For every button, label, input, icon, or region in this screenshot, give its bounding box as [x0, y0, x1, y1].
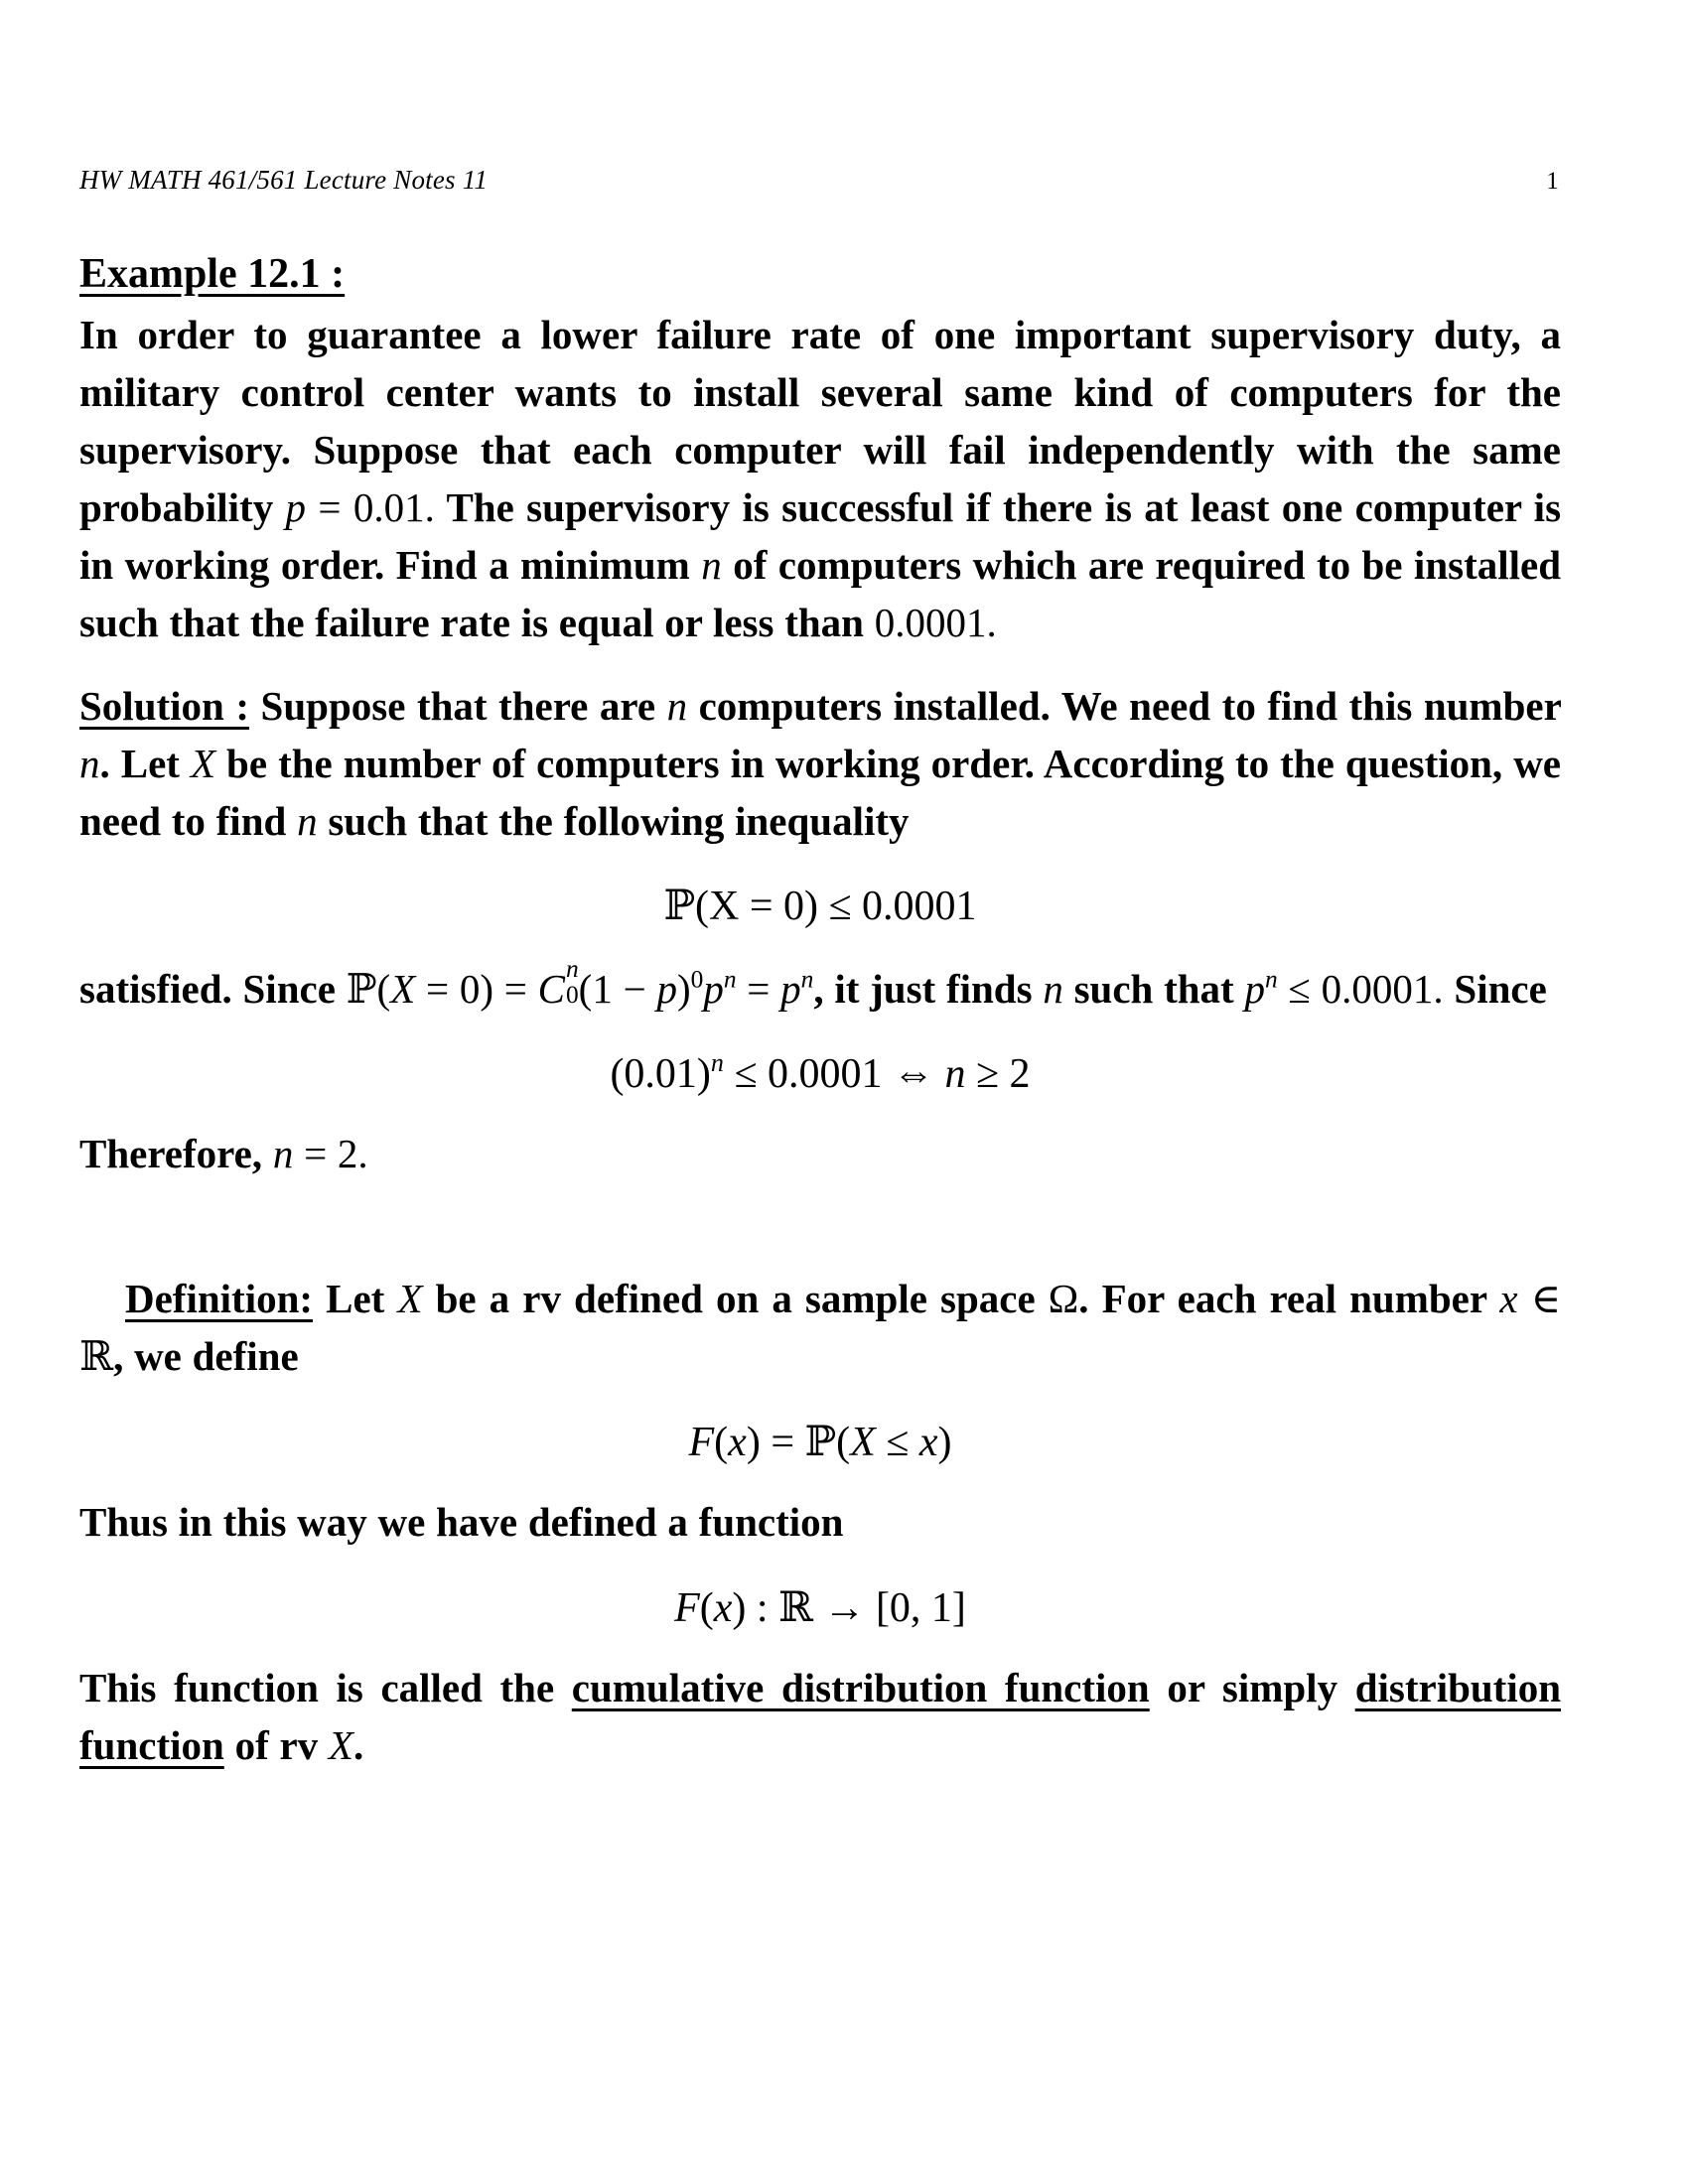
power-ineq-mid: ≤ 0.0001 ⇔ n ≥ 2 — [734, 1050, 1031, 1097]
inline-binomial-sub: 0 — [565, 980, 579, 1009]
solution-binomial-paragraph — [79, 957, 1561, 1018]
solution-after-eq1-b: , it just finds — [813, 965, 1033, 1012]
example-heading-label: Example 12.1 : — [79, 251, 346, 297]
example-paragraph — [79, 306, 1561, 651]
definition-text-6: This function is called the — [79, 1664, 555, 1710]
document-body — [79, 246, 1561, 1800]
solution-after-eq1-d: Since — [1454, 965, 1547, 1012]
example-text-2: The supervisory is successful if there is at least one computer is in working order. Find a minimum — [79, 484, 1562, 588]
page-number: 1 — [1546, 168, 1559, 195]
display-equation-cdf-mapping-expr: F(x) : ℝ → [0, 1] — [674, 1581, 966, 1631]
solution-text-5: such that the following inequality — [328, 798, 910, 844]
conclusion-math: n = 2. — [272, 1130, 368, 1176]
solution-text-2: computers installed. We need to find this number — [698, 683, 1562, 729]
solution-after-eq1-c: such that — [1073, 965, 1234, 1012]
solution-paragraph — [79, 677, 1561, 850]
display-equation-cdf-def-expr: F(x) = ℙ(X ≤ x) — [688, 1416, 952, 1465]
inline-binomial-expression: ℙ(X = 0) = C n 0 $(1 - p)^0p^n = p^n$ — [346, 955, 814, 1013]
solution-symbol-n-2: n — [79, 741, 100, 786]
definition-text-8: of rv — [234, 1721, 319, 1768]
display-equation-prob-le-text: ℙ(X = 0) ≤ 0.0001 — [663, 884, 977, 929]
definition-paragraph — [79, 1270, 1561, 1385]
term-cumulative-distribution-function: cumulative distribution function — [571, 1664, 1150, 1710]
definition-naming-paragraph — [79, 1659, 1561, 1774]
example-heading — [79, 246, 1561, 302]
display-equation-power-ineq-expr — [610, 1047, 1031, 1097]
inline-binomial-sup: n — [565, 955, 579, 983]
example-probability-value: p = 0.01. — [285, 484, 435, 530]
solution-symbol-n-4: n — [1043, 965, 1063, 1012]
solution-symbol-X: X — [190, 741, 216, 786]
definition-text-1: Let — [326, 1275, 385, 1321]
power-ineq-base: (0.01) — [610, 1050, 711, 1097]
definition-symbol-X-2: X — [328, 1721, 353, 1768]
solution-label: Solution : — [79, 683, 250, 729]
example-symbol-n: n — [701, 542, 722, 588]
display-equation-cdf-def — [79, 1411, 1561, 1473]
display-equation-prob-le — [79, 876, 1561, 937]
definition-text-9: . — [352, 1721, 364, 1768]
running-header-title: HW MATH 461/561 Lecture Notes 11 — [79, 165, 489, 195]
term-distribution-function: distribution function — [79, 1664, 1562, 1768]
definition-followup-paragraph — [79, 1493, 1561, 1551]
power-ineq-exp: n — [710, 1047, 724, 1077]
solution-symbol-n-1: n — [666, 683, 688, 729]
solution-text-1: Suppose that there are — [260, 683, 656, 729]
solution-conclusion — [79, 1125, 1561, 1182]
vertical-spacer — [79, 1208, 1561, 1270]
display-equation-cdf-mapping — [79, 1576, 1561, 1639]
definition-text-4: , we define — [113, 1332, 299, 1379]
definition-symbol-x: x — [1499, 1275, 1518, 1321]
definition-text-3: . For each real number — [1078, 1275, 1487, 1321]
solution-text-4: be the number of computers in working order. According to the question, we need to find — [79, 741, 1561, 844]
solution-text-3: . Let — [99, 741, 180, 786]
running-header — [79, 165, 1559, 196]
definition-symbol-omega: Ω — [1048, 1275, 1079, 1321]
example-text-3: of computers which are required to be installed such that the failure rate is equal or less than — [79, 542, 1562, 645]
solution-after-eq1-a: satisfied. Since — [79, 965, 336, 1012]
example-text-1: In order to guarantee a lower failure rate of one important supervisory duty, a military control center wants to install several same kind of computers for the supervisory. Suppose that each computer will fail independently with the same probability — [79, 312, 1561, 530]
definition-symbol-X: X — [397, 1275, 423, 1321]
definition-symbol-in-R: ∈ ℝ — [79, 1275, 1562, 1379]
example-threshold: 0.0001. — [874, 600, 997, 645]
definition-text-2: be a rv defined on a sample space — [435, 1275, 1036, 1321]
display-equation-power-ineq — [79, 1043, 1561, 1105]
conclusion-text: Therefore, — [79, 1130, 263, 1176]
inline-pn-inequality: $p^n \le 0.0001$. — [1244, 965, 1444, 1012]
definition-text-5: Thus in this way we have defined a function — [79, 1498, 844, 1545]
definition-text-7: or simply — [1167, 1664, 1338, 1710]
definition-label: Definition: — [125, 1275, 314, 1321]
solution-symbol-n-3: n — [297, 798, 318, 844]
